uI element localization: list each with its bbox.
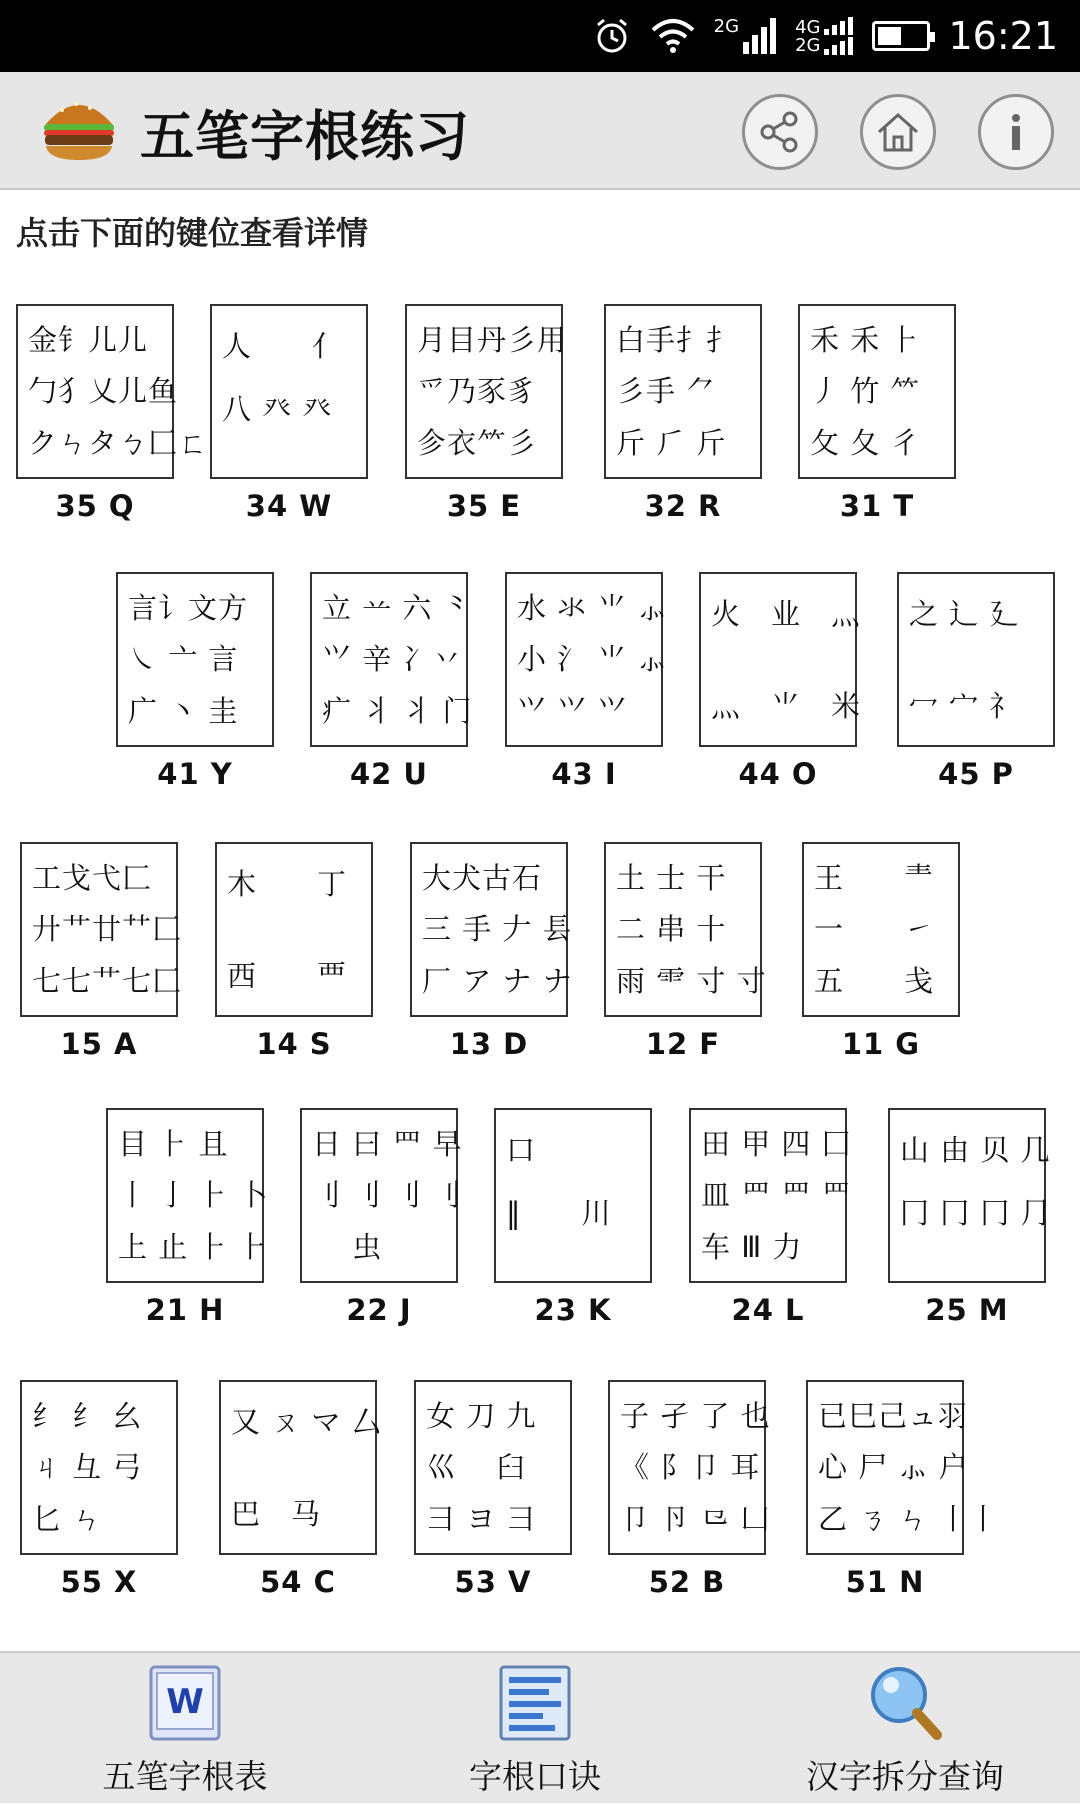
radical-row: 人 亻 [222,328,343,363]
key-caption: 32 R [644,489,722,523]
key-card[interactable] [806,1380,999,1599]
radical-row: 二 串 十 [616,912,727,947]
radical-row: 大犬古石 [422,860,543,895]
key-card[interactable] [802,842,960,1061]
radical-row: 冂 冂 冂 ⺆ [900,1195,1051,1230]
key-caption: 14 S [256,1027,332,1061]
radical-row: 《 阝卩 耳 [620,1450,761,1485]
radical-row: 一 ㇀ [814,912,935,947]
key-card[interactable] [888,1108,1051,1327]
nav-label: 汉字拆分查询 [806,1757,1004,1796]
key-caption: 35 E [446,489,522,523]
key-card[interactable] [604,304,762,523]
radical-box[interactable] [116,572,274,747]
radical-box[interactable] [405,304,568,479]
network-type-label: 2G [713,16,740,37]
radical-row: クㄣタㄅ匚ㄈ [28,426,209,461]
key-caption: 35 Q [55,489,135,523]
key-card[interactable] [106,1108,269,1327]
key-card[interactable] [300,1108,463,1327]
radical-box[interactable] [798,304,956,479]
radical-box[interactable] [219,1380,382,1555]
key-caption: 54 C [260,1565,336,1599]
key-caption: 52 B [648,1565,726,1599]
key-card[interactable] [414,1380,572,1599]
key-caption: 12 F [645,1027,721,1061]
radical-row: 皿 罒 罒 罒 [701,1178,852,1213]
radical-row: 彐 ヨ ⺕ [426,1502,537,1537]
nav-radical-table[interactable] [70,1653,300,1805]
network-type-bottom: 2G [795,35,821,56]
radical-box[interactable] [16,304,209,479]
radical-box[interactable] [888,1108,1051,1283]
radical-row: 白手扌扌 [616,322,737,357]
radical-row: ⺍ ⺍ ⺍ [517,694,628,729]
radical-row: 巛 臼 [426,1450,527,1485]
radical-row: 刂 刂 刂 刂 [312,1178,463,1213]
key-card[interactable] [310,572,473,791]
bottom-nav [0,1651,1080,1803]
network-type-top: 4G [795,17,821,38]
status-time: 16:21 [948,14,1058,58]
radical-row: 丿 竹 ⺮ [810,374,921,409]
key-card[interactable] [608,1380,771,1599]
radical-row: 疒 丬 ⺦ 门 [322,694,473,729]
radical-row: 冖 宀 礻 [909,688,1020,723]
radical-row: 山 由 贝 几 [900,1132,1051,1167]
radical-row: 王 龶 [814,860,935,895]
radical-row: 日 曰 ⺲ 早 [312,1126,463,1161]
radical-box[interactable] [608,1380,771,1555]
key-card[interactable] [16,304,209,523]
radical-row: 八 癶 癶 [222,391,333,426]
radical-row: 心 尸 ⺗ 户 [818,1450,969,1485]
nav-character-lookup[interactable] [780,1653,1030,1805]
key-caption: 31 T [839,489,915,523]
key-card[interactable] [494,1108,652,1327]
radical-row: ⺍ 辛 冫丷 [322,642,463,677]
radical-row: 三 手 𠂇 镸 [422,912,573,947]
key-card[interactable] [20,842,183,1061]
key-card[interactable] [20,1380,178,1599]
text-list-icon [495,1663,575,1743]
radical-row: 禾 禾 ⺊ [810,322,921,357]
radical-row: 雨 ⻗ 寸 寸 [616,964,767,999]
radical-row: 乙 ㄋ ㄣ 丨丨 [818,1502,999,1537]
radical-box[interactable] [310,572,473,747]
svg-text:W: W [166,1682,204,1722]
key-caption: 11 G [841,1027,921,1061]
key-card[interactable] [410,842,573,1061]
radical-row: 子 孑 了 也 [620,1398,771,1433]
key-caption: 41 Y [157,757,233,791]
radical-row: 厂 ア ナ ナ [422,964,573,999]
radical-row: 勹犭乂儿鱼 [28,374,179,409]
radical-row: 爫乃豕豸 [417,374,538,409]
key-caption: 15 A [60,1027,138,1061]
radical-row: 斤 ⺁ 斤 [616,426,727,461]
key-card[interactable] [897,572,1055,791]
radical-row: 田 甲 四 囗 [701,1126,852,1161]
key-caption: 22 J [346,1293,412,1327]
radical-row: 上 止 ⺊ ⺊ [118,1230,269,1265]
radical-box[interactable] [604,842,767,1017]
key-caption: 51 N [845,1565,925,1599]
radical-box[interactable] [210,304,368,479]
radical-row: 女 刀 九 [426,1398,537,1433]
radical-row: 目 ⺊ 且 [118,1126,229,1161]
radical-row: 小 氵 ⺌ ⺗ [517,642,668,677]
radical-row: 虫 [312,1230,383,1265]
word-document-icon [145,1663,225,1743]
radical-row: 巴 马 [231,1496,322,1531]
radical-box[interactable] [20,1380,178,1555]
radical-row: 攵 夂 彳 [810,426,921,461]
radical-row: 月目丹彡用 [417,322,568,357]
radical-row: 廾艹廿⺿匚 [32,912,183,947]
key-card[interactable] [699,572,862,791]
radical-row: ‖ 川 [506,1195,612,1230]
key-card[interactable] [604,842,767,1061]
nav-radical-rhymes[interactable] [420,1653,650,1805]
key-caption: 55 X [60,1565,138,1599]
key-card[interactable] [689,1108,852,1327]
key-card[interactable] [405,304,568,523]
nav-label: 字根口诀 [469,1757,601,1796]
radical-row: 口 [506,1132,537,1167]
radical-box[interactable] [494,1108,652,1283]
radical-row: 纟 纟 幺 [32,1398,143,1433]
radical-row: 水 氺 ⺌ ⺗ [517,590,668,625]
magnifier-search-icon [865,1663,945,1743]
key-caption: 25 M [925,1293,1009,1327]
radical-box[interactable] [806,1380,999,1555]
radical-box[interactable] [897,572,1055,747]
key-caption: 34 W [245,489,333,523]
key-caption: 45 P [938,757,1014,791]
radical-row: 卩 卪 ⺋ 凵 [620,1502,771,1537]
radical-row: 立 䒑 六 ⺀ [322,590,473,625]
key-caption: 21 H [145,1293,225,1327]
radical-row: 土 士 干 [616,860,727,895]
radical-box[interactable] [604,304,762,479]
key-card[interactable] [219,1380,382,1599]
radical-row: 西 覀 [227,958,348,993]
radical-row: 丨 亅 ⺊ 卜 [118,1178,269,1213]
radical-box[interactable] [410,842,573,1017]
key-caption: 23 K [534,1293,612,1327]
key-card[interactable] [210,304,368,523]
key-card[interactable] [215,842,373,1061]
radical-box[interactable] [689,1108,852,1283]
key-caption: 24 L [731,1293,805,1327]
radical-row: 工戈弋匚 [32,860,153,895]
key-caption: 43 I [551,757,617,791]
radical-row: 金钅儿儿 [28,322,149,357]
nav-label: 五笔字根表 [102,1757,268,1796]
key-caption: 13 D [449,1027,529,1061]
radical-row: 五 戋 [814,964,935,999]
radical-row: 七七艹七匚 [32,964,183,999]
radical-row: 木 丁 [227,866,348,901]
instruction-text: 点击下面的键位查看详情 [16,214,369,252]
key-caption: 44 O [738,757,818,791]
key-caption: 42 U [349,757,428,791]
radical-box[interactable] [300,1108,463,1283]
radical-box[interactable] [106,1108,269,1283]
radical-row: ㇏ 亠 言 [128,642,239,677]
radical-row: ㄐ 彑 弓 [32,1450,143,1485]
radical-row: 之 辶 廴 [909,596,1020,631]
radical-row: 灬 ⺌ 米 [711,688,862,723]
radical-row: 又 ㄡ マ 厶 [231,1404,382,1439]
radical-row: 㐱衣⺮彡 [417,426,538,461]
radical-row: 已巳己ュ羽 [818,1398,969,1433]
key-card[interactable] [798,304,956,523]
radical-box[interactable] [802,842,960,1017]
app-title: 五笔字根练习 [140,105,470,168]
key-card[interactable] [116,572,274,791]
key-card[interactable] [505,572,668,791]
radical-row: 匕 ㄣ [32,1502,103,1537]
key-caption: 53 V [454,1565,532,1599]
radical-row: 彡手 ⺈ [616,374,717,409]
radical-box[interactable] [215,842,373,1017]
radical-box[interactable] [414,1380,572,1555]
radical-row: 车 Ⅲ 力 [701,1230,803,1265]
radical-box[interactable] [20,842,183,1017]
radical-row: 广 丶 圭 [128,694,239,729]
radical-box[interactable] [699,572,862,747]
radical-box[interactable] [505,572,668,747]
radical-row: 言讠文方 [128,590,249,625]
radical-row: 火 业 ⺣ [711,596,862,631]
